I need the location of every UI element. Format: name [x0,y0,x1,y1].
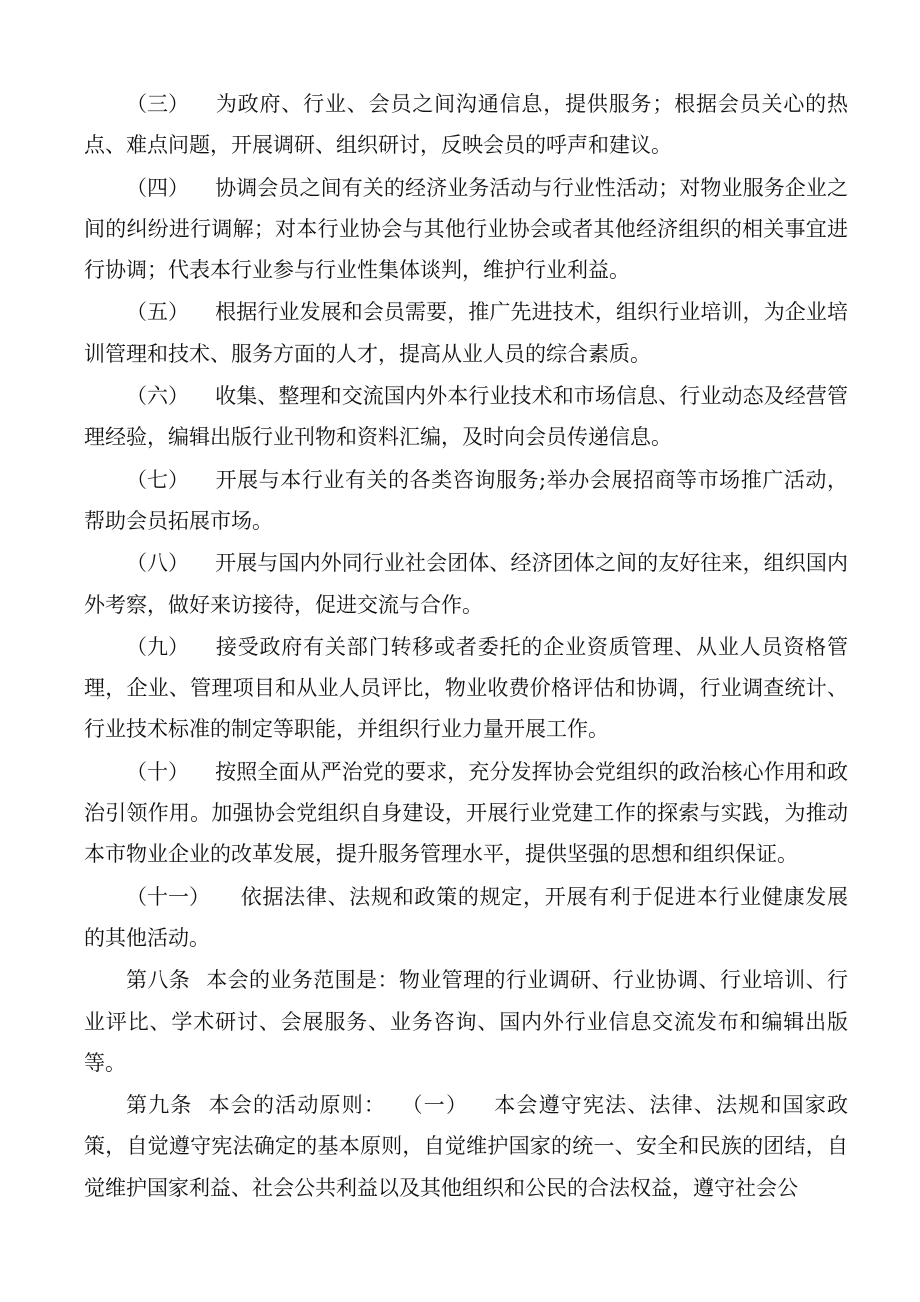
clause-text: 接受政府有关部门转移或者委托的企业资质管理、从业人员资格管理，企业、管理项目和从业人员评比，物业收费价格评估和协调，行业调查统计、行业技术标准的制定等职能，并组织行业力量开展工作。 [84,634,848,742]
clause-number: （七） [126,467,189,492]
clause-text: 为政府、行业、会员之间沟通信息，提供服务；根据会员关心的热点、难点问题，开展调研、组织研讨，反映会员的呼声和建议。 [84,92,848,158]
clause-text: 依据法律、法规和政策的规定，开展有利于促进本行业健康发展的其他活动。 [84,884,848,950]
clause-3 [84,84,848,167]
clause-text: 按照全面从严治党的要求，充分发挥协会党组织的政治核心作用和政治引领作用。加强协会党组织自身建设，开展行业党建工作的探索与实践，为推动本市物业企业的改革发展，提升服务管理水平，提供坚强的思想和组织保证。 [84,759,848,867]
clause-5 [84,292,848,375]
clause-number: （九） [126,634,189,659]
clause-6 [84,376,848,459]
clause-text: 开展与本行业有关的各类咨询服务;举办会展招商等市场推广活动，帮助会员拓展市场。 [84,467,848,533]
article-9 [84,1085,848,1209]
clause-text: 收集、整理和交流国内外本行业技术和市场信息、行业动态及经营管理经验，编辑出版行业刊物和资料汇编，及时向会员传递信息。 [84,384,848,450]
sub-clause-number: （一） [412,1093,469,1118]
article-heading: 第八条 [126,968,191,993]
clause-text: 开展与国内外同行业社会团体、经济团体之间的友好往来，组织国内外考察，做好来访接待，促进交流与合作。 [84,551,848,617]
clause-10 [84,752,848,876]
clause-number: （五） [126,300,189,325]
clause-number: （八） [126,551,189,576]
article-8 [84,960,848,1084]
document-page [84,84,848,1210]
clause-7 [84,460,848,543]
clause-text: 根据行业发展和会员需要，推广先进技术，组织行业培训，为企业培训管理和技术、服务方面的人才，提高从业人员的综合素质。 [84,300,848,366]
clause-number: （十一） [126,884,210,909]
clause-8 [84,543,848,626]
article-text: 本会遵守宪法、法律、法规和国家政策，自觉遵守宪法确定的基本原则，自觉维护国家的统一、安全和民族的团结，自觉维护国家利益、社会公共利益以及其他组织和公民的合法权益，遵守社会公 [84,1093,849,1200]
clause-text: 协调会员之间有关的经济业务活动与行业性活动；对物业服务企业之间的纠纷进行调解；对本行业协会与其他行业协会或者其他经济组织的相关事宜进行协调；代表本行业参与行业性集体谈判，维护行业利益。 [84,175,848,283]
clause-11 [84,877,848,960]
clause-number: （三） [126,92,189,116]
clause-4 [84,168,848,292]
clause-number: （四） [126,175,189,200]
article-heading: 第九条 [126,1093,193,1118]
clause-number: （六） [126,384,189,409]
clause-number: （十） [126,759,189,784]
clause-9 [84,627,848,751]
article-intro: 本会的活动原则： [208,1093,387,1118]
article-text: 本会的业务范围是：物业管理的行业调研、行业协调、行业培训、行业评比、学术研讨、会展服务、业务咨询、国内外行业信息交流发布和编辑出版等。 [84,968,848,1075]
